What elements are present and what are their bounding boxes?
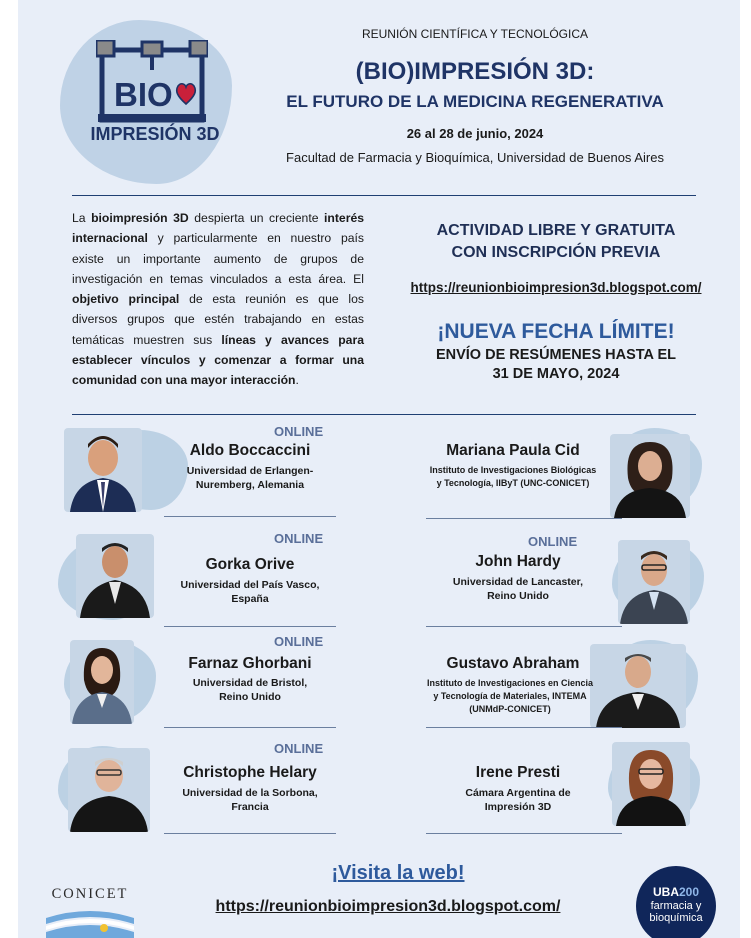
website-link[interactable]: https://reunionbioimpresion3d.blogspot.com/ [215,898,561,915]
uba-prefix: UBA [652,885,679,899]
speaker-name: Christophe Helary [183,764,317,781]
speaker-affiliation: Instituto de Investigaciones en Ciencia y Tecnología de Materiales, INTEMA (UNMdP-CONICET) [426,678,594,714]
event-description [72,208,364,391]
free-line-2: CON INSCRIPCIÓN PREVIA [451,244,661,261]
speaker-affiliation: Universidad del País Vasco, España [180,579,320,605]
description-text: La [72,211,92,225]
divider-speakers [72,414,696,415]
event-kicker: REUNIÓN CIENTÍFICA Y TECNOLÓGICA [361,27,589,41]
argentina-flag-icon [42,904,138,938]
speaker-underline [426,727,622,728]
online-badge: ONLINE [528,534,578,549]
event-title: (BIO)IMPRESIÓN 3D: [355,58,595,85]
speaker-photo [618,540,690,624]
speaker-affiliation: Cámara Argentina de Impresión 3D [465,787,571,813]
speaker-underline [164,516,336,517]
speaker-affiliation: Instituto de Investigaciones Biológicas y Tecnología, IIByT (UNC-CONICET) [429,465,597,488]
uba-line-2: farmacia y [650,900,702,912]
speaker-name: John Hardy [475,553,561,570]
uba-line-3: bioquímica [649,912,703,924]
speaker-photo [70,640,134,724]
speaker-name: Gorka Orive [205,556,295,573]
deadline-line-1: ENVÍO DE RESÚMENES HASTA EL [435,347,677,363]
online-badge: ONLINE [274,741,324,756]
speaker-name: Mariana Paula Cid [446,442,580,459]
description-text: despierta un creciente [188,211,325,225]
online-badge: ONLINE [274,634,324,649]
speaker-affiliation: Universidad de Erlangen- Nuremberg, Alemania [186,465,314,491]
speaker-underline [426,833,622,834]
free-line-1: ACTIVIDAD LIBRE Y GRATUITA [436,222,676,239]
speaker-name: Gustavo Abraham [446,655,580,672]
description-emphasis: bioimpresión 3D [91,211,189,225]
speaker-photo [64,428,142,512]
speaker-underline [426,626,622,627]
event-venue: Facultad de Farmacia y Bioquímica, Universidad de Buenos Aires [286,150,664,165]
uba-number: 200 [678,885,700,899]
logo-subtitle: IMPRESIÓN 3D [90,124,220,144]
speaker-photo [612,742,690,826]
divider-top [72,195,696,196]
online-badge: ONLINE [274,424,324,439]
speaker-underline [426,518,622,519]
uba-farmacia-logo [636,866,716,938]
event-subtitle: EL FUTURO DE LA MEDICINA REGENERATIVA [286,92,664,111]
speaker-photo [76,534,154,618]
deadline-title: ¡NUEVA FECHA LÍMITE! [437,320,675,343]
conicet-logo: CONICET [51,886,129,902]
speaker-name: Farnaz Ghorbani [188,655,312,672]
speaker-name: Irene Presti [475,764,561,781]
event-flyer [18,0,740,938]
speaker-photo [68,748,150,832]
free-activity-notice [390,220,722,264]
speaker-affiliation: Universidad de Lancaster, Reino Unido [452,576,584,602]
speaker-photo [610,434,690,518]
event-dates: 26 al 28 de junio, 2024 [406,126,544,141]
speaker-underline [164,626,336,627]
speaker-underline [164,727,336,728]
visit-web-link[interactable]: ¡Visita la web! [331,862,465,884]
description-emphasis: objetivo principal [72,292,180,307]
description-emphasis: líneas y avances para establecer vínculos y comenzar a formar una comunidad con una mayor interacción [72,332,364,388]
deadline-line-2: 31 DE MAYO, 2024 [492,366,620,382]
speaker-affiliation: Universidad de Bristol, Reino Unido [192,677,308,703]
description-text: y particularmente en nuestro país existe un importante aumento de grupos de investigación en temas vinculados a esta área. El [72,231,364,286]
description-text: . [295,373,299,388]
heart-icon [175,80,197,106]
description-emphasis: interés internacional [72,211,364,246]
speaker-affiliation: Universidad de la Sorbona, Francia [182,787,318,813]
description-text: de esta reunión es que los diversos grupos que estén trabajando en estas temáticas muestren sus [72,292,364,347]
speaker-name: Aldo Boccaccini [189,442,311,459]
logo-bio-word: BIO [114,76,173,113]
speaker-underline [164,833,336,834]
online-badge: ONLINE [274,531,324,546]
registration-link[interactable]: https://reunionbioimpresion3d.blogspot.com/ [410,280,702,295]
deadline-details [390,346,722,384]
